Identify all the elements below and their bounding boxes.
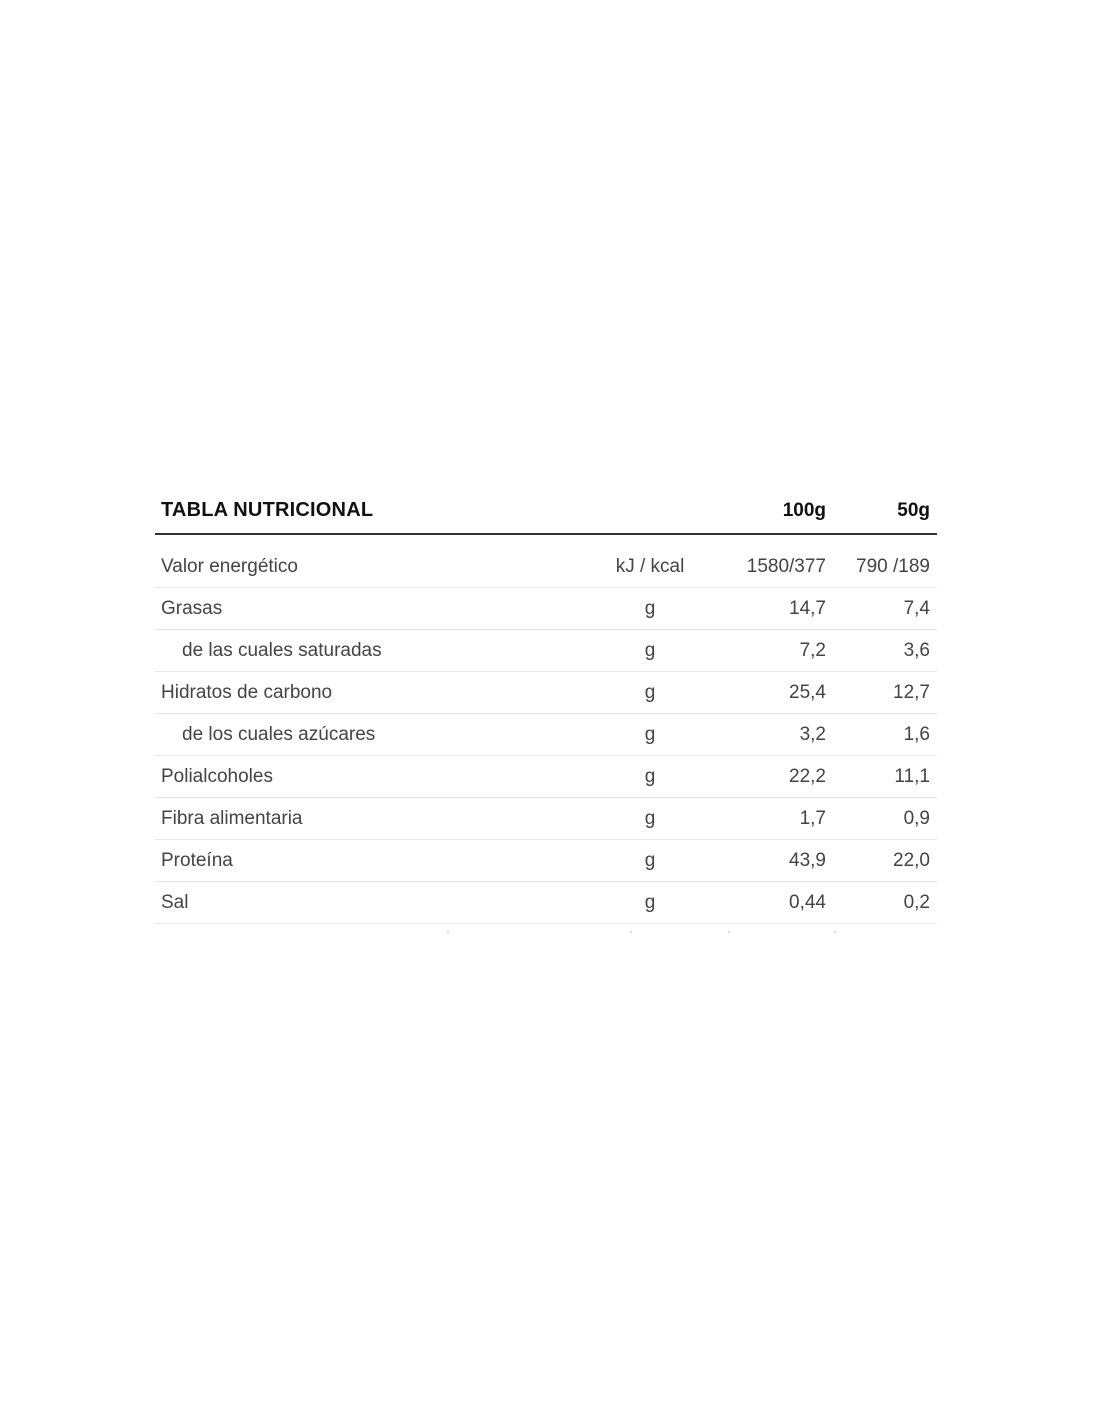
table-row bbox=[155, 798, 937, 840]
nutrient-label: Valor energético bbox=[161, 556, 298, 577]
value-100g: 0,44 bbox=[789, 892, 826, 913]
value-100g: 43,9 bbox=[789, 850, 826, 871]
speck bbox=[630, 931, 632, 933]
scan-specks bbox=[0, 931, 1100, 935]
nutrient-unit: g bbox=[644, 850, 656, 871]
table-title: TABLA NUTRICIONAL bbox=[161, 499, 374, 521]
nutrient-unit: kJ / kcal bbox=[615, 556, 685, 577]
nutrient-unit: g bbox=[644, 682, 656, 703]
speck bbox=[728, 931, 730, 933]
nutrient-label: de las cuales saturadas bbox=[182, 640, 382, 661]
nutrient-unit: g bbox=[644, 640, 656, 661]
table-header bbox=[155, 486, 937, 535]
value-50g: 1,6 bbox=[903, 724, 930, 745]
table-row bbox=[155, 882, 937, 924]
table-row bbox=[155, 588, 937, 630]
nutrient-unit: g bbox=[644, 808, 656, 829]
value-100g: 25,4 bbox=[789, 682, 826, 703]
nutrient-label: Proteína bbox=[161, 850, 233, 871]
column-header-50g: 50g bbox=[897, 500, 930, 521]
value-50g: 22,0 bbox=[893, 850, 930, 871]
table-row bbox=[155, 535, 937, 588]
value-50g: 11,1 bbox=[894, 766, 930, 787]
speck bbox=[447, 931, 449, 933]
table-row bbox=[155, 840, 937, 882]
value-50g: 7,4 bbox=[903, 598, 930, 619]
value-50g: 12,7 bbox=[893, 682, 930, 703]
nutrient-unit: g bbox=[644, 724, 656, 745]
nutrient-label: Polialcoholes bbox=[161, 766, 273, 787]
nutrient-label: de los cuales azúcares bbox=[182, 724, 376, 745]
value-100g: 22,2 bbox=[789, 766, 826, 787]
value-100g: 14,7 bbox=[789, 598, 826, 619]
value-100g: 1,7 bbox=[799, 808, 826, 829]
value-50g: 0,2 bbox=[903, 892, 930, 913]
column-header-100g: 100g bbox=[782, 500, 826, 521]
nutrient-unit: g bbox=[644, 892, 656, 913]
nutrient-label: Grasas bbox=[161, 598, 223, 619]
value-50g: 790 /189 bbox=[856, 556, 930, 577]
value-100g: 7,2 bbox=[799, 640, 826, 661]
table-row bbox=[155, 672, 937, 714]
value-100g: 1580/377 bbox=[746, 556, 826, 577]
nutrient-label: Hidratos de carbono bbox=[161, 682, 333, 703]
nutrition-table bbox=[155, 486, 937, 924]
table-row bbox=[155, 714, 937, 756]
table-row bbox=[155, 630, 937, 672]
speck bbox=[834, 931, 836, 933]
nutrient-unit: g bbox=[644, 766, 656, 787]
table-row bbox=[155, 756, 937, 798]
value-100g: 3,2 bbox=[799, 724, 826, 745]
nutrient-unit: g bbox=[644, 598, 656, 619]
nutrient-label: Fibra alimentaria bbox=[161, 808, 303, 829]
value-50g: 0,9 bbox=[903, 808, 930, 829]
value-50g: 3,6 bbox=[903, 640, 930, 661]
nutrient-label: Sal bbox=[161, 892, 189, 913]
